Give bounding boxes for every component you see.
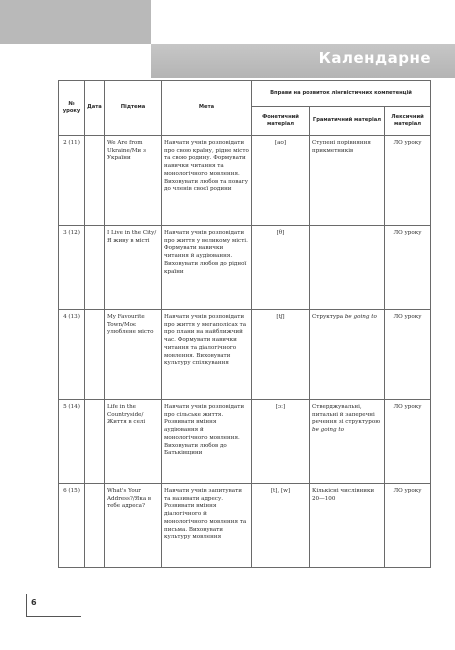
grammar-text: Стверджувальні, питальні й заперечні речення зі структурою bbox=[312, 404, 381, 426]
grammar-text: Структура bbox=[312, 314, 345, 320]
header-grammar: Граматичний матеріал bbox=[310, 107, 385, 136]
cell-lexical: ЛО уроку bbox=[385, 310, 431, 400]
cell-goal: Навчати учнів запитувати та називати адресу. Розвивати вміння діалогічного й монологічного мовлення та письма. Виховувати культуру мовлення bbox=[162, 484, 252, 568]
cell-grammar bbox=[310, 226, 385, 310]
table-row bbox=[59, 400, 431, 484]
cell-lesson-number: 2 (11) bbox=[59, 136, 85, 226]
grammar-structure: be going to bbox=[312, 427, 344, 434]
cell-lesson-number: 4 (13) bbox=[59, 310, 85, 400]
header-subtopic: Підтема bbox=[105, 81, 162, 136]
header-goal: Мета bbox=[162, 81, 252, 136]
cell-phonetic: [θ] bbox=[252, 226, 310, 310]
header-phonetic: Фонетичний матеріал bbox=[252, 107, 310, 136]
grammar-text: Кількісні числівники 20—100 bbox=[312, 488, 375, 502]
cell-lexical: ЛО уроку bbox=[385, 400, 431, 484]
cell-date bbox=[85, 484, 105, 568]
table-row bbox=[59, 136, 431, 226]
section-title: Календарне bbox=[318, 49, 431, 67]
cell-subtopic: Life in the Countryside/ Життя в селі bbox=[105, 400, 162, 484]
cell-subtopic: My Favourite Town/Моє улюблене місто bbox=[105, 310, 162, 400]
table-row bbox=[59, 484, 431, 568]
cell-date bbox=[85, 400, 105, 484]
cell-grammar bbox=[310, 136, 385, 226]
page-number: 6 bbox=[31, 598, 37, 607]
cell-lexical: ЛО уроку bbox=[385, 484, 431, 568]
cell-subtopic: We Are from Ukraine/Ми з України bbox=[105, 136, 162, 226]
cell-date bbox=[85, 310, 105, 400]
cell-lesson-number: 6 (15) bbox=[59, 484, 85, 568]
table-row bbox=[59, 226, 431, 310]
table-row bbox=[59, 310, 431, 400]
lesson-plan-table bbox=[58, 80, 431, 568]
cell-lexical: ЛО уроку bbox=[385, 226, 431, 310]
cell-goal: Навчати учнів розповідати про життя у великому місті. Формувати навички читання й аудіювання. Виховувати любов до рідної країни bbox=[162, 226, 252, 310]
cell-phonetic: [t], [w] bbox=[252, 484, 310, 568]
cell-lexical: ЛО уроку bbox=[385, 136, 431, 226]
cell-subtopic: What's Your Address?/Яка в тебе адреса? bbox=[105, 484, 162, 568]
cell-grammar bbox=[310, 400, 385, 484]
cell-lesson-number: 3 (12) bbox=[59, 226, 85, 310]
page-corner-tab bbox=[0, 0, 151, 44]
header-lexical: Лексичний матеріал bbox=[385, 107, 431, 136]
page-number-bar bbox=[26, 594, 27, 616]
cell-grammar bbox=[310, 310, 385, 400]
grammar-text: Ступені порівняння прикметників bbox=[312, 140, 371, 154]
cell-goal: Навчати учнів розповідати про свою країну, рідне місто та свою родину. Формувати навички читання та монологічного мовлення. Виховувати любов та повагу до членів своєї родини bbox=[162, 136, 252, 226]
cell-lesson-number: 5 (14) bbox=[59, 400, 85, 484]
cell-phonetic: [tʃ] bbox=[252, 310, 310, 400]
cell-goal: Навчати учнів розповідати про життя у мегаполісах та про плани на найближчий час. Формувати навички читання та діалогічного мовлення. Виховувати культуру спілкування bbox=[162, 310, 252, 400]
cell-subtopic: I Live in the City/Я живу в місті bbox=[105, 226, 162, 310]
cell-phonetic: [ɔ:] bbox=[252, 400, 310, 484]
header-lesson-number: № уроку bbox=[59, 81, 85, 136]
header-date: Дата bbox=[85, 81, 105, 136]
cell-phonetic: [aʊ] bbox=[252, 136, 310, 226]
header-exercises-group: Вправи на розвиток лінгвістичних компетенцій bbox=[252, 81, 431, 107]
footer-divider bbox=[26, 616, 81, 617]
cell-date bbox=[85, 226, 105, 310]
cell-date bbox=[85, 136, 105, 226]
cell-goal: Навчати учнів розповідати про сільське життя. Розвивати вміння аудіювання й монологічного мовлення. Виховувати любов до Батьківщини bbox=[162, 400, 252, 484]
grammar-structure: be going to bbox=[344, 314, 377, 320]
cell-grammar bbox=[310, 484, 385, 568]
